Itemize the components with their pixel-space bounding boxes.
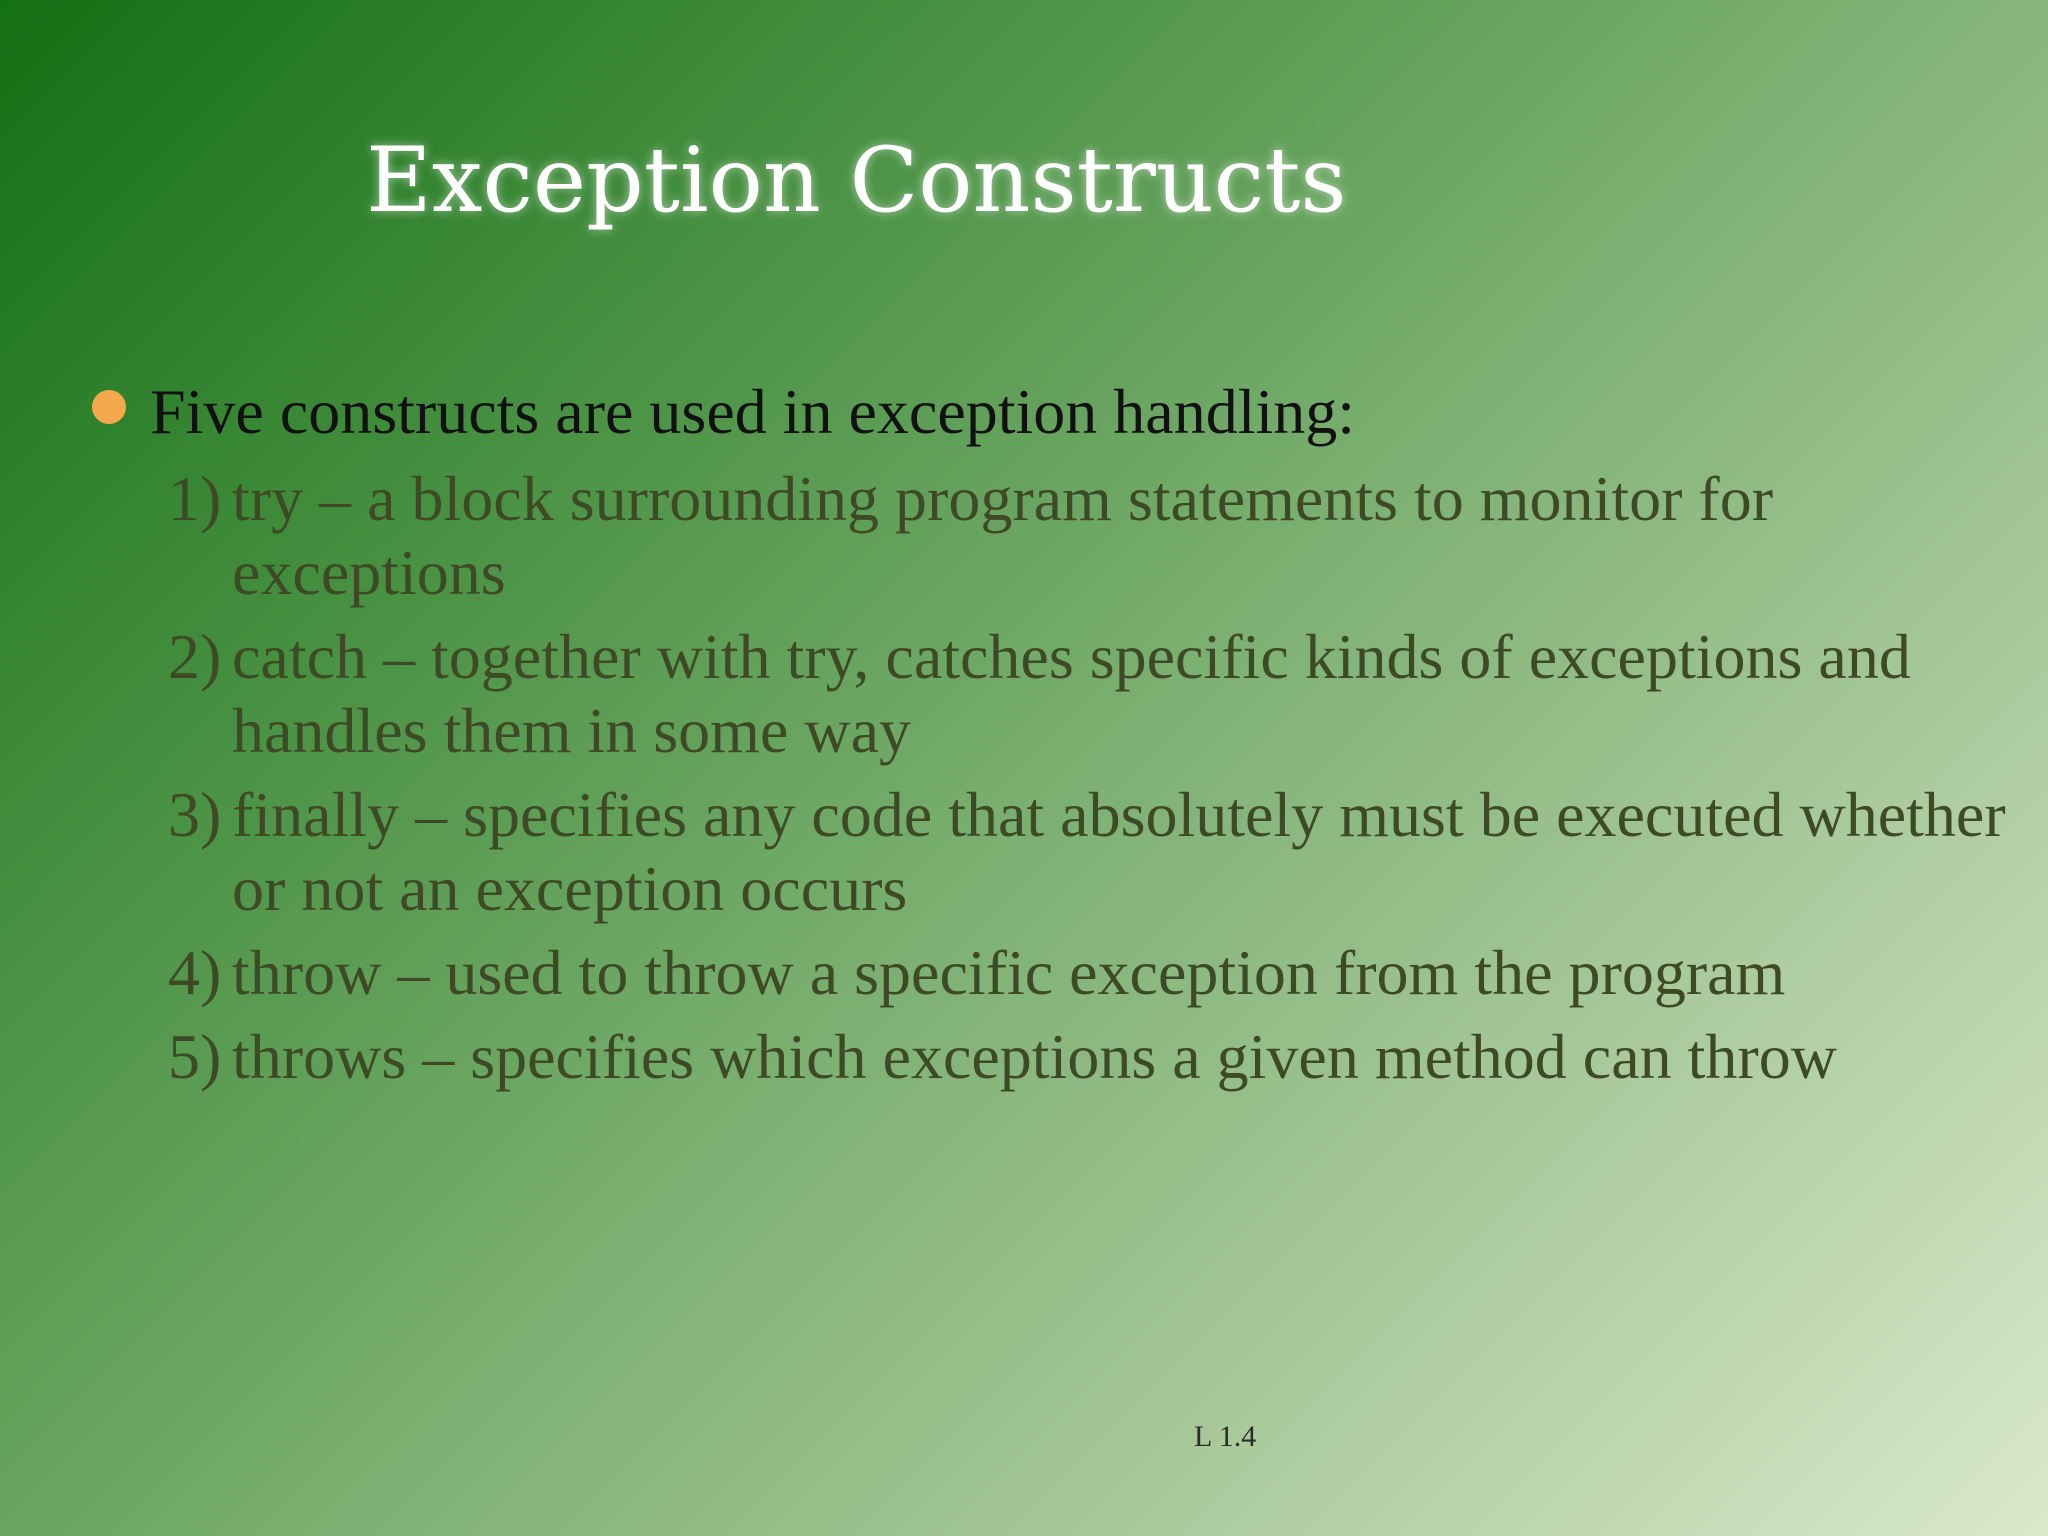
list-item-number: 2) bbox=[168, 621, 222, 692]
list-item bbox=[168, 778, 2028, 926]
list-item bbox=[168, 620, 2028, 768]
bullet-dot-icon bbox=[92, 390, 126, 424]
slide-title: Exception Constructs bbox=[366, 128, 1347, 233]
main-bullet bbox=[92, 378, 1355, 446]
list-item-text: throws – specifies which exceptions a given method can throw bbox=[232, 1021, 1837, 1092]
constructs-list bbox=[168, 462, 2028, 1104]
list-item bbox=[168, 462, 2028, 610]
list-item-number: 1) bbox=[168, 463, 222, 534]
list-item-number: 5) bbox=[168, 1021, 222, 1092]
list-item-number: 3) bbox=[168, 779, 222, 850]
list-item-text: catch – together with try, catches specific kinds of exceptions and handles them in some way bbox=[232, 621, 1911, 766]
list-item-text: finally – specifies any code that absolutely must be executed whether or not an exception occurs bbox=[232, 779, 2006, 924]
list-item bbox=[168, 936, 2028, 1010]
list-item bbox=[168, 1020, 2028, 1094]
list-item-number: 4) bbox=[168, 937, 222, 1008]
slide-footer-label: L 1.4 bbox=[1194, 1420, 1257, 1453]
main-bullet-text: Five constructs are used in exception handling: bbox=[150, 376, 1356, 447]
list-item-text: try – a block surrounding program statements to monitor for exceptions bbox=[232, 463, 1774, 608]
list-item-text: throw – used to throw a specific exception from the program bbox=[232, 937, 1786, 1008]
